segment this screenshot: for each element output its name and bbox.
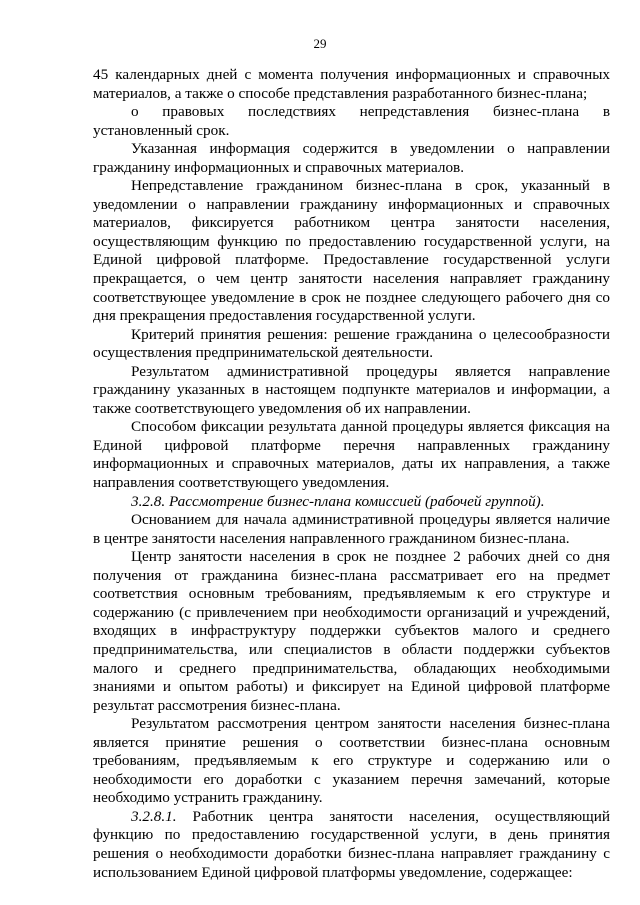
paragraph-1: 45 календарных дней с момента получения информационных и справочных материалов, а также о способе представления разработанного бизнес-плана; xyxy=(93,66,610,102)
paragraph-11: Результатом рассмотрения центром занятости населения бизнес-плана является принятие решения о соответствии бизнес-плана основным требованиям, предъявляемым к его структуре и содержанию или о необходимости его доработки с указанием перечня замечаний, которые необходимо устранить гражданину. xyxy=(93,715,610,807)
page-number: 29 xyxy=(313,36,327,51)
paragraph-9: Основанием для начала административной процедуры является наличие в центре занятости населения направленного гражданином бизнес-плана. xyxy=(93,511,610,547)
paragraph-2: о правовых последствиях непредставления бизнес-плана в установленный срок. xyxy=(93,103,610,139)
section-heading-3-2-8: 3.2.8. Рассмотрение бизнес-плана комиссией (рабочей группой). xyxy=(131,492,545,510)
clause-number: 3.2.8.1. xyxy=(131,807,177,825)
document-body xyxy=(93,66,610,882)
paragraph-10: Центр занятости населения в срок не позднее 2 рабочих дней со дня получения от гражданина бизнес-плана рассматривает его на предмет соответствия основным требованиям, предъявляемым к его структуре и содержанию (с привлечением при необходимости организаций и учреждений, входящих в инфраструктуру поддержки субъектов малого и среднего предпринимательства, или специалистов в области поддержки субъектов малого и среднего предпринимательства, обладающих необходимыми знаниями и опытом работы) и фиксирует на Единой цифровой платформе результат рассмотрения бизнес-плана. xyxy=(93,548,610,714)
paragraph-12 xyxy=(93,808,610,882)
paragraph-4: Непредставление гражданином бизнес-плана в срок, указанный в уведомлении о направлении гражданину информационных и справочных материалов, фиксируется работником центра занятости населения, осуществляющим функцию по предоставлению государственной услуги, на Единой цифровой платформе. Предоставление государственной услуги прекращается, о чем центр занятости населения направляет гражданину соответствующее уведомление в срок не позднее следующего рабочего дня со дня прекращения предоставления государственной услуги. xyxy=(93,177,610,325)
paragraph-3: Указанная информация содержится в уведомлении о направлении гражданину информационных и справочных материалов. xyxy=(93,140,610,176)
paragraph-6: Результатом административной процедуры является направление гражданину указанных в настоящем подпункте материалов и информации, а также соответствующего уведомления об их направлении. xyxy=(93,362,610,417)
clause-text: Работник центра занятости населения, осуществляющий функцию по предоставлению государственной услуги, в день принятия решения о необходимости доработки бизнес-плана направляет гражданину с использованием Единой цифровой платформы уведомление, содержащее: xyxy=(93,807,610,881)
paragraph-5: Критерий принятия решения: решение гражданина о целесообразности осуществления предпринимательской деятельности. xyxy=(93,325,610,362)
paragraph-7: Способом фиксации результата данной процедуры является фиксация на Единой цифровой платформе перечня направленных гражданину информационных и справочных материалов, даты их направления, а также направления соответствующего уведомления. xyxy=(93,418,610,492)
